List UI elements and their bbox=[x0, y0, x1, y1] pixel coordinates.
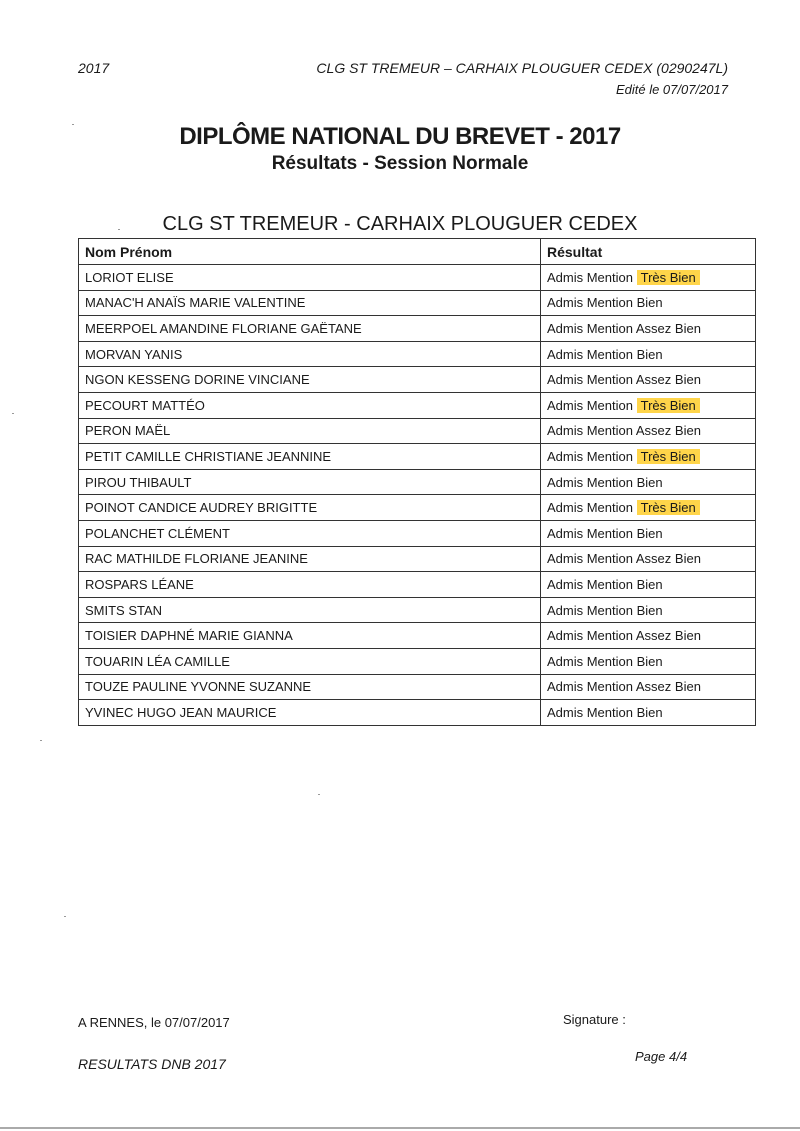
mention: Assez Bien bbox=[635, 423, 701, 439]
place-and-date: A RENNES, le 07/07/2017 bbox=[78, 1015, 230, 1030]
result-prefix: Admis Mention bbox=[547, 551, 633, 567]
mention: Assez Bien bbox=[635, 679, 701, 695]
table-row bbox=[79, 290, 756, 316]
table-row bbox=[79, 597, 756, 623]
student-result bbox=[541, 418, 756, 444]
student-name: MANAC'H ANAÏS MARIE VALENTINE bbox=[79, 290, 541, 316]
student-name: TOUZE PAULINE YVONNE SUZANNE bbox=[79, 674, 541, 700]
result-prefix: Admis Mention bbox=[547, 474, 633, 490]
header-year: 2017 bbox=[78, 60, 110, 76]
result-prefix: Admis Mention bbox=[547, 576, 633, 592]
page-number: Page 4/4 bbox=[635, 1049, 688, 1064]
table-header-row bbox=[79, 239, 756, 265]
student-result bbox=[541, 392, 756, 418]
mention: Assez Bien bbox=[635, 320, 701, 336]
result-prefix: Admis Mention bbox=[547, 653, 633, 669]
table-row bbox=[79, 444, 756, 470]
student-name: YVINEC HUGO JEAN MAURICE bbox=[79, 700, 541, 726]
student-result bbox=[541, 546, 756, 572]
result-prefix: Admis Mention bbox=[547, 397, 633, 413]
result-prefix: Admis Mention bbox=[547, 679, 633, 695]
result-prefix: Admis Mention bbox=[547, 628, 633, 644]
header-school-code: CLG ST TREMEUR – CARHAIX PLOUGUER CEDEX (0290247L) bbox=[316, 60, 728, 76]
scan-speck bbox=[40, 740, 42, 741]
result-prefix: Admis Mention bbox=[547, 320, 633, 336]
result-prefix: Admis Mention bbox=[547, 346, 633, 362]
document-subtitle: Résultats - Session Normale bbox=[271, 153, 529, 174]
student-result bbox=[541, 597, 756, 623]
student-result bbox=[541, 572, 756, 598]
table-row bbox=[79, 418, 756, 444]
table-row bbox=[79, 367, 756, 393]
student-name: SMITS STAN bbox=[79, 597, 541, 623]
header-edited-date: Edité le 07/07/2017 bbox=[615, 82, 728, 97]
table-row bbox=[79, 700, 756, 726]
table-row bbox=[79, 674, 756, 700]
student-name: PECOURT MATTÉO bbox=[79, 392, 541, 418]
mention: Bien bbox=[636, 525, 663, 541]
result-prefix: Admis Mention bbox=[547, 423, 633, 439]
mention: Assez Bien bbox=[635, 372, 701, 388]
mention-highlighted: Très Bien bbox=[637, 270, 700, 285]
student-name: POINOT CANDICE AUDREY BRIGITTE bbox=[79, 495, 541, 521]
student-name: LORIOT ELISE bbox=[79, 265, 541, 291]
student-name: PETIT CAMILLE CHRISTIANE JEANNINE bbox=[79, 444, 541, 470]
result-prefix: Admis Mention bbox=[547, 269, 633, 285]
student-result bbox=[541, 444, 756, 470]
document-title: DIPLÔME NATIONAL DU BREVET - 2017 bbox=[179, 123, 621, 150]
result-prefix: Admis Mention bbox=[547, 448, 633, 464]
student-result bbox=[541, 341, 756, 367]
table-row bbox=[79, 265, 756, 291]
column-header-result: Résultat bbox=[541, 239, 756, 265]
mention: Bien bbox=[636, 474, 663, 490]
results-footer-label: RESULTATS DNB 2017 bbox=[78, 1056, 226, 1072]
result-prefix: Admis Mention bbox=[547, 372, 633, 388]
result-prefix: Admis Mention bbox=[547, 704, 633, 720]
table-row bbox=[79, 316, 756, 342]
student-name: POLANCHET CLÉMENT bbox=[79, 520, 541, 546]
table-row bbox=[79, 469, 756, 495]
table-row bbox=[79, 623, 756, 649]
table-row bbox=[79, 495, 756, 521]
table-row bbox=[79, 572, 756, 598]
student-result bbox=[541, 700, 756, 726]
scan-speck bbox=[64, 916, 66, 917]
student-name: ROSPARS LÉANE bbox=[79, 572, 541, 598]
mention-highlighted: Très Bien bbox=[637, 449, 700, 464]
student-result bbox=[541, 495, 756, 521]
column-header-name: Nom Prénom bbox=[79, 239, 541, 265]
scan-speck bbox=[72, 124, 74, 125]
student-result bbox=[541, 520, 756, 546]
scan-speck bbox=[118, 229, 120, 230]
signature-label: Signature : bbox=[563, 1012, 626, 1027]
student-result bbox=[541, 367, 756, 393]
mention: Bien bbox=[636, 295, 663, 311]
scan-speck bbox=[12, 413, 14, 414]
result-prefix: Admis Mention bbox=[547, 525, 633, 541]
student-result bbox=[541, 265, 756, 291]
table-row bbox=[79, 520, 756, 546]
student-result bbox=[541, 469, 756, 495]
student-name: PERON MAËL bbox=[79, 418, 541, 444]
student-name: PIROU THIBAULT bbox=[79, 469, 541, 495]
scan-speck bbox=[318, 794, 320, 795]
result-prefix: Admis Mention bbox=[547, 602, 633, 618]
student-name: NGON KESSENG DORINE VINCIANE bbox=[79, 367, 541, 393]
student-result bbox=[541, 623, 756, 649]
student-name: TOUARIN LÉA CAMILLE bbox=[79, 648, 541, 674]
student-name: MEERPOEL AMANDINE FLORIANE GAËTANE bbox=[79, 316, 541, 342]
scan-edge bbox=[0, 1127, 800, 1129]
student-result bbox=[541, 316, 756, 342]
student-name: RAC MATHILDE FLORIANE JEANINE bbox=[79, 546, 541, 572]
student-result bbox=[541, 674, 756, 700]
results-table-body bbox=[79, 265, 756, 726]
mention: Bien bbox=[636, 704, 663, 720]
mention: Bien bbox=[636, 346, 663, 362]
table-row bbox=[79, 546, 756, 572]
mention: Bien bbox=[636, 602, 663, 618]
school-name: CLG ST TREMEUR - CARHAIX PLOUGUER CEDEX bbox=[162, 213, 638, 235]
result-prefix: Admis Mention bbox=[547, 295, 633, 311]
student-result bbox=[541, 290, 756, 316]
student-name: MORVAN YANIS bbox=[79, 341, 541, 367]
mention: Assez Bien bbox=[635, 628, 701, 644]
table-row bbox=[79, 392, 756, 418]
table-row bbox=[79, 648, 756, 674]
mention: Assez Bien bbox=[635, 551, 701, 567]
mention: Bien bbox=[636, 653, 663, 669]
student-result bbox=[541, 648, 756, 674]
table-row bbox=[79, 341, 756, 367]
student-name: TOISIER DAPHNÉ MARIE GIANNA bbox=[79, 623, 541, 649]
mention: Bien bbox=[636, 576, 663, 592]
mention-highlighted: Très Bien bbox=[637, 500, 700, 515]
result-prefix: Admis Mention bbox=[547, 500, 633, 516]
mention-highlighted: Très Bien bbox=[637, 398, 700, 413]
results-table bbox=[78, 238, 756, 726]
